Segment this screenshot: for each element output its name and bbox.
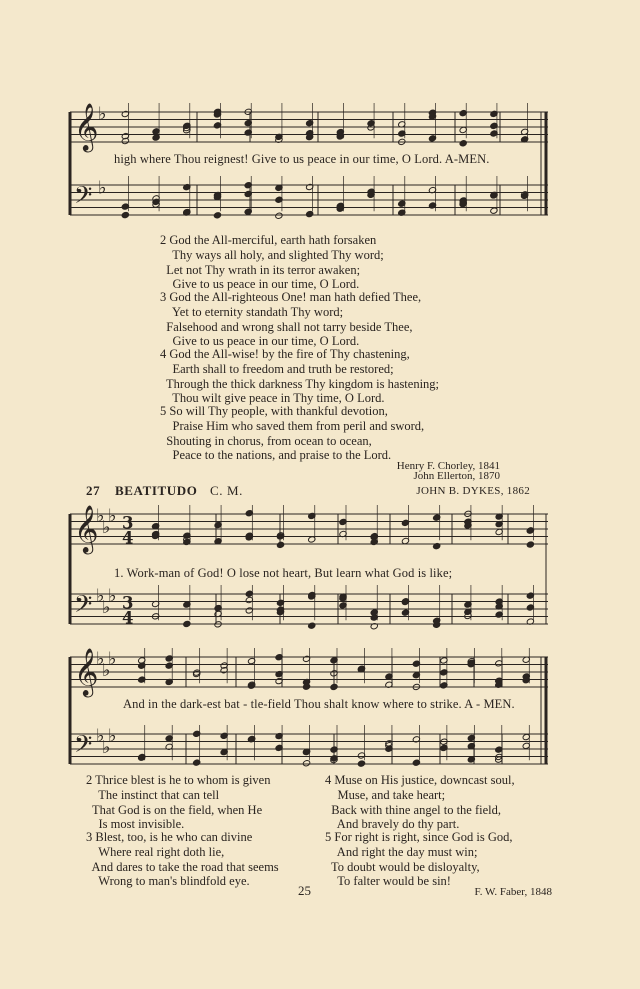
staff-1-treble-note <box>459 140 467 147</box>
staff-2-bass-note <box>183 620 191 627</box>
staff-3-bass-note <box>357 760 365 767</box>
hymn2-verse-2: 2 Thrice blest is he to whom is given The instinct that can tell That God is on the field, when He Is most invisible. <box>86 773 271 832</box>
hymn1-verse-2: 2 God the All-merciful, earth hath forsaken Thy ways all holy, and slighted Thy word; Let not Thy wrath in its terror awaken; Give to us peace in our time, O Lord. <box>160 233 384 292</box>
key-flat-3a: ♭ <box>96 648 105 670</box>
staff-2-treble-note <box>526 541 534 548</box>
bass-clef-2: 𝄢 <box>74 590 93 624</box>
key-flat-3b: ♭ <box>96 725 105 747</box>
hymn1-verse-5: 5 So will Thy people, with thankful devotion, Praise Him who saved them from peril and sword, Shouting in chorus, from ocean to ocean, Peace to the nations, and praise to the Lord. <box>160 404 425 463</box>
key-flat-3a: ♭ <box>102 659 111 681</box>
key-flat-2a: ♭ <box>102 516 111 538</box>
time-signature-2b-top: 3 <box>122 593 134 613</box>
time-signature-2a-top: 3 <box>122 513 134 533</box>
hymn2-tune: BEATITUDO <box>115 483 198 498</box>
treble-clef-3: 𝄞 <box>74 647 99 696</box>
staff-1-bass-note <box>213 212 221 219</box>
hymn2-verse-5: 5 For right is right, since God is God, And right the day must win; To doubt would be disloyalty, To falter would be sin! <box>325 830 513 889</box>
bass-clef-1: 𝄢 <box>74 181 93 215</box>
staff-2-bass-note <box>308 622 316 629</box>
key-flat-2a: ♭ <box>96 505 105 527</box>
treble-clef-1: 𝄞 <box>74 102 99 151</box>
key-flat-1a: ♭ <box>98 103 107 125</box>
hymn2-lyric-line-2: And in the dark-est bat - tle-field Thou shalt know where to strike. A - MEN. <box>123 697 515 711</box>
bass-clef-3: 𝄢 <box>74 730 93 764</box>
hymn1-lyric-line: high where Thou reignest! Give to us peace in our time, O Lord. A-MEN. <box>114 152 490 166</box>
staff-1-bass-note <box>306 210 314 217</box>
hymn2-meter: C. M. <box>210 483 243 498</box>
staff-1-bass-note <box>121 211 129 218</box>
key-flat-2b: ♭ <box>96 585 105 607</box>
staff-3-bass-note <box>302 760 310 767</box>
hymn1-author-1: Henry F. Chorley, 1841 <box>396 460 500 472</box>
key-flat-3a: ♭ <box>108 648 117 670</box>
time-signature-2a-bottom: 4 <box>122 528 134 548</box>
hymn2-number: 27 <box>86 483 101 498</box>
key-flat-2a: ♭ <box>108 505 117 527</box>
key-flat-2b: ♭ <box>102 596 111 618</box>
key-flat-3b: ♭ <box>108 725 117 747</box>
key-flat-3b: ♭ <box>102 736 111 758</box>
hymn2-author: F. W. Faber, 1848 <box>474 886 552 898</box>
hymn1-verse-3: 3 God the All-righteous One! man hath defied Thee, Yet to eternity standath Thy word; Falsehood and wrong shall not tarry beside Thee, Give to us peace in our time, O Lord. <box>160 290 422 349</box>
hymn1-author-2: John Ellerton, 1870 <box>413 470 500 482</box>
key-flat-1b: ♭ <box>98 177 107 199</box>
hymn2-lyric-line-1: 1. Work-man of God! O lose not heart, But learn what God is like; <box>114 566 453 580</box>
hymn2-composer: JOHN B. DYKES, 1862 <box>416 485 530 497</box>
hymn2-verse-3: 3 Blest, too, is he who can divine Where real right doth lie, And dares to take the road that seems Wrong to man's blindfold eye. <box>86 830 279 889</box>
treble-clef-2: 𝄞 <box>74 504 99 553</box>
staff-2-treble-note <box>276 541 284 548</box>
hymn2-verse-4: 4 Muse on His justice, downcast soul, Muse, and take heart; Back with thine angel to the field, And bravely do thy part. <box>325 773 515 832</box>
hymn1-verse-4: 4 God the All-wise! by the fire of Thy chastening, Earth shall to freedom and truth be restored; Through the thick darkness Thy kingdom is hastening; Thou wilt give peace in Thy time, O Lord. <box>160 347 440 406</box>
key-flat-2b: ♭ <box>108 585 117 607</box>
staff-3-treble-note <box>330 683 338 690</box>
staff-1-bass-note <box>275 212 283 219</box>
time-signature-2b-bottom: 4 <box>122 608 134 628</box>
page-number: 25 <box>298 883 311 898</box>
